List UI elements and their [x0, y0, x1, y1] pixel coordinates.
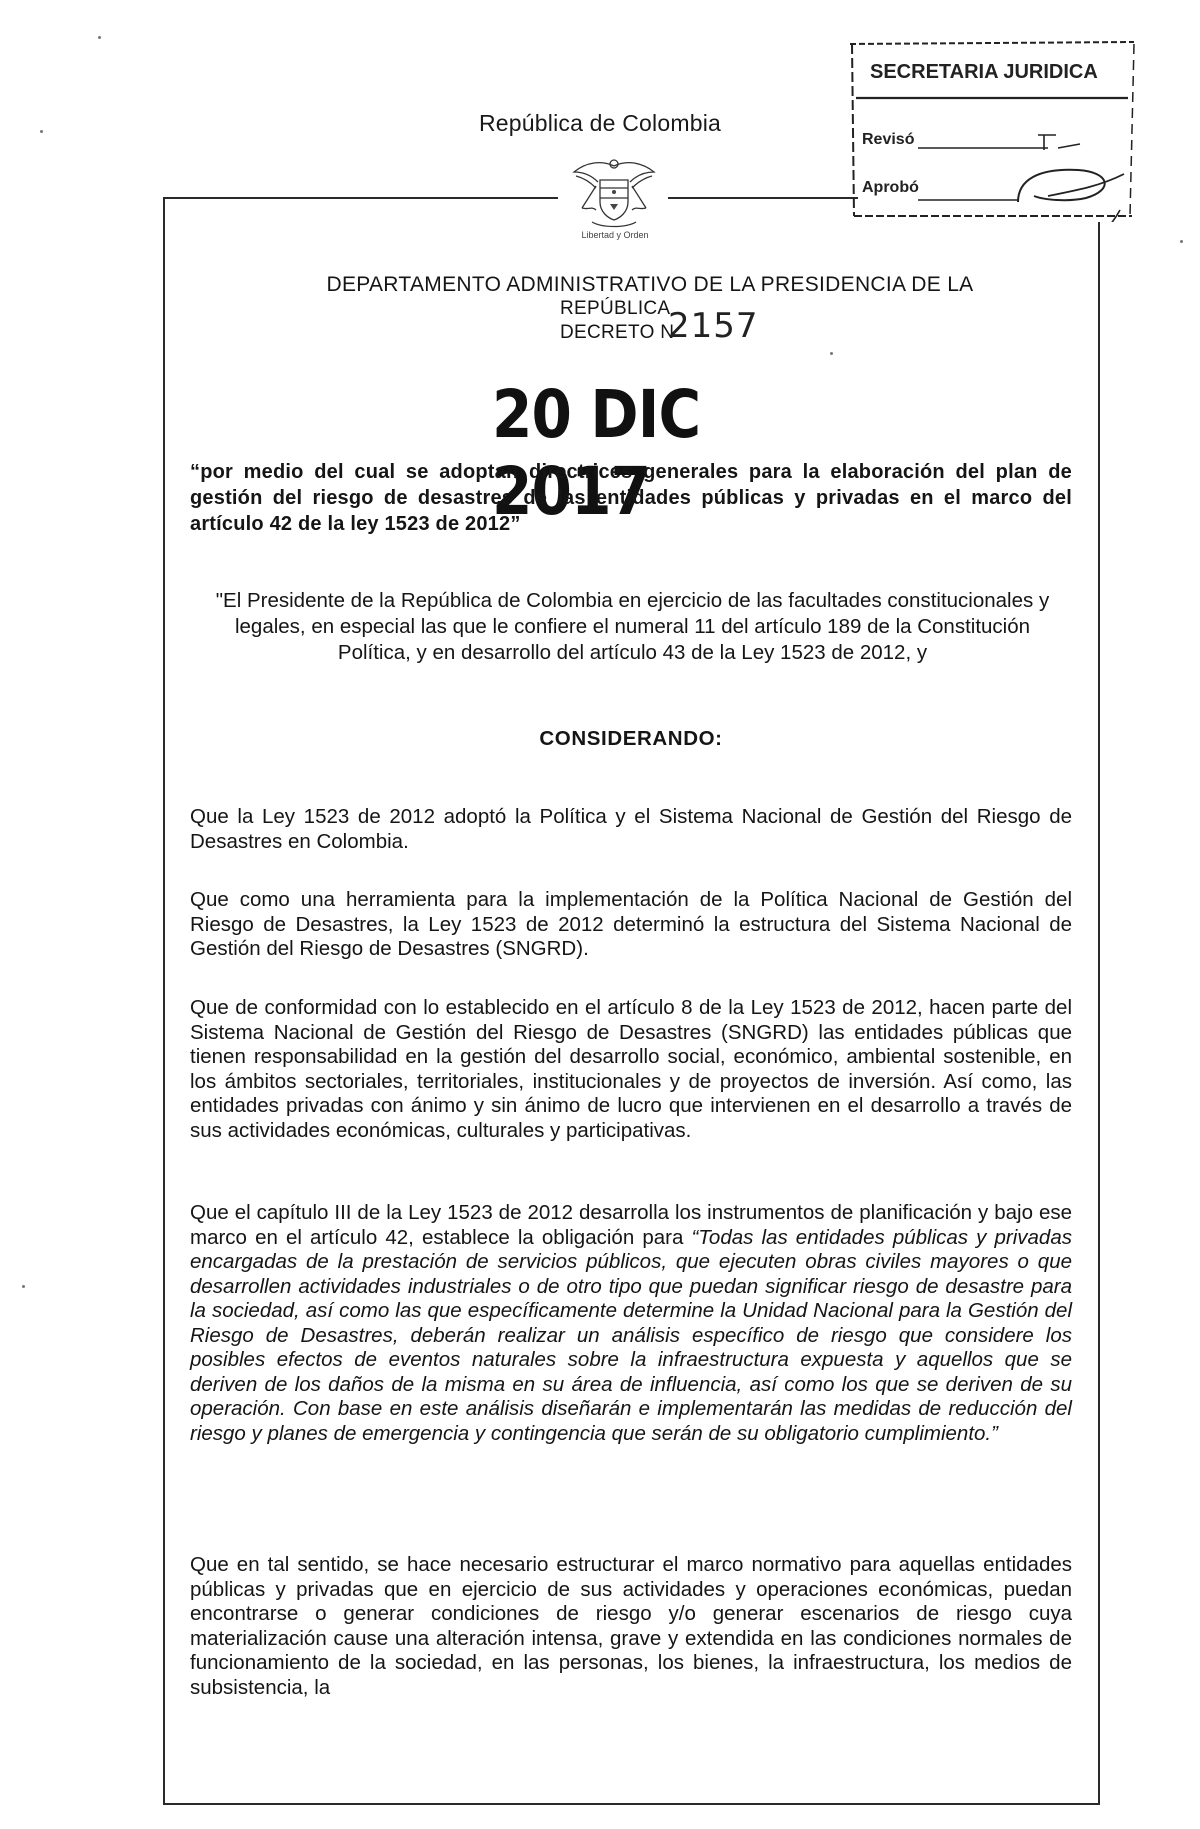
paragraph-1: Que la Ley 1523 de 2012 adoptó la Política y el Sistema Nacional de Gestión del Riesgo de Desastres en Colombia. [190, 805, 1072, 853]
decree-title: “por medio del cual se adoptan directrices generales para la elaboración del plan de gestión del riesgo de desastres de las entidades públicas y privadas en el marco del artículo 42 de la ley 1523 de 2012” [190, 461, 1072, 535]
frame-top-right [668, 197, 858, 199]
scan-speck [22, 1285, 25, 1288]
frame-top-left [163, 197, 558, 199]
approval-stamp [848, 40, 1138, 222]
department-heading: DEPARTAMENTO ADMINISTRATIVO DE LA PRESIDENCIA DE LA [326, 273, 974, 296]
considerando-heading: CONSIDERANDO: [539, 727, 723, 750]
scan-speck [1180, 240, 1183, 243]
coat-of-arms-icon [566, 152, 662, 242]
decree-number: 2157 [668, 306, 759, 346]
frame-bottom [163, 1803, 1100, 1805]
scan-speck [830, 352, 833, 355]
paragraph-3: Que de conformidad con lo establecido en el artículo 8 de la Ley 1523 de 2012, hacen parte del Sistema Nacional de Gestión del Riesgo de Desastres (SNGRD) las entidades públicas que tienen responsabilidad en la gestión del desarrollo social, económico, ambiental sostenible, en los ámbitos sectoriales, territoriales, institucionales y de proyectos de inversión. Así como, las entidades privadas con ánimo y sin ánimo de lucro que intervienen en el desarrollo a través de sus actividades económicas, culturales y participativas. [190, 996, 1072, 1142]
scan-speck [40, 130, 43, 133]
frame-left [163, 197, 165, 1804]
country-heading: República de Colombia [478, 110, 721, 136]
frame-right [1098, 222, 1100, 1804]
stamp-reviewed-label: Revisó [862, 131, 915, 148]
decree-label: DECRETO N [560, 322, 675, 343]
preamble: "El Presidente de la República de Colombia en ejercicio de las facultades constitucionales y legales, en especial las que le confiere el numeral 11 del artículo 189 de la Constitución Política, y en desarrollo del artículo 43 de la Ley 1523 de 2012, y [215, 589, 1050, 664]
coat-motto: Libertad y Orden [581, 230, 649, 240]
stamp-title: SECRETARIA JURIDICA [870, 61, 1098, 83]
decree-date-stamp: 20 DIC 2017 [492, 376, 701, 530]
paragraph-4-intro: Que el capítulo III de la Ley 1523 de 2012 desarrolla los instrumentos de planificación y bajo ese marco en el artículo 42, establece la obligación para [190, 1201, 1072, 1249]
paragraph-2: Que como una herramienta para la implementación de la Política Nacional de Gestión del Riesgo de Desastres, la Ley 1523 de 2012 determinó la estructura del Sistema Nacional de Gestión del Riesgo de Desastres (SNGRD). [190, 888, 1072, 960]
scan-speck [98, 36, 101, 39]
stamp-approved-label: Aprobó [862, 179, 919, 196]
paragraph-5: Que en tal sentido, se hace necesario estructurar el marco normativo para aquellas entidades públicas y privadas que en ejercicio de sus actividades y operaciones económicas, puedan encontrarse o generar condiciones de riesgo y/o generar escenarios de riesgo cuya materialización cause una alteración intensa, grave y extendida en las condiciones normales de funcionamiento de la sociedad, en las personas, los bienes, la infraestructura, los medios de subsistencia, la [190, 1553, 1072, 1699]
paragraph-4 [190, 1201, 1072, 1446]
paragraph-4-quote: “Todas las entidades públicas y privadas encargadas de la prestación de servicios públicos, que ejecuten obras civiles mayores o que desarrollen actividades industriales o de otro tipo que puedan significar riesgo de desastre para la sociedad, así como las que específicamente determine la Unidad Nacional para la Gestión del Riesgo de Desastres, deberán realizar un análisis específico de riesgo que considere los posibles efectos de eventos naturales sobre la infraestructura expuesta y aquellos que se deriven de los daños de la misma en su área de influencia, así como los que se deriven de su operación. Con base en este análisis diseñarán e implementarán las medidas de reducción del riesgo y planes de emergencia y contingencia que serán de su obligatorio cumplimiento.” [190, 1225, 1072, 1445]
department-heading-line2: REPÚBLICA [560, 298, 671, 319]
